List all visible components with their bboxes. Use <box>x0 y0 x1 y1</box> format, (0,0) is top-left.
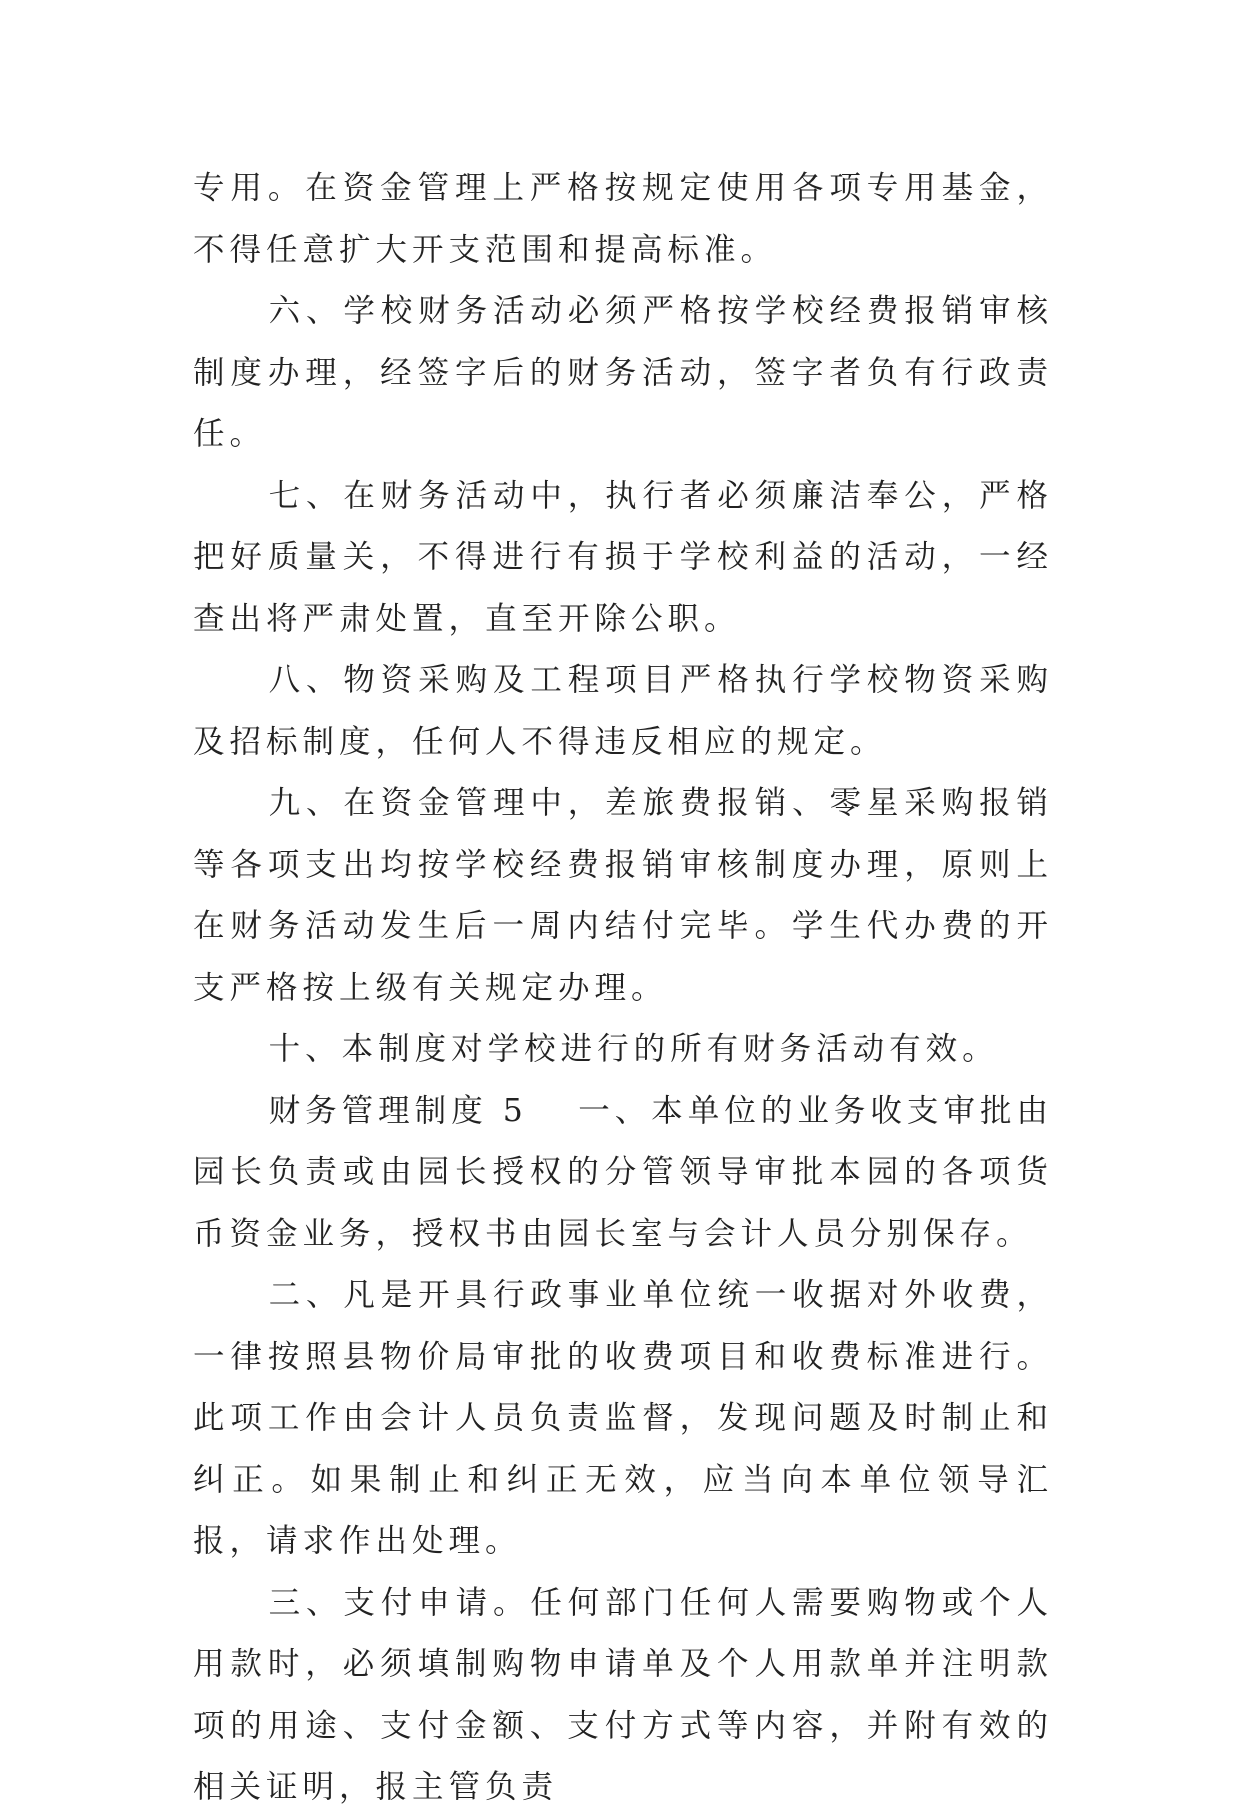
paragraph-item-7: 七、在财务活动中，执行者必须廉洁奉公，严格把好质量关，不得进行有损于学校利益的活动，一经查出将严肃处置，直至开除公职。 <box>193 477 1053 637</box>
section-5-item-1: 一、本单位的业务收支审批由园长负责或由园长授权的分管领导审批本园的各项货币资金业务，授权书由园长室与会计人员分别保存。 <box>193 1092 1053 1252</box>
paragraph-continuation: 专用。在资金管理上严格按规定使用各项专用基金，不得任意扩大开支范围和提高标准。 <box>193 170 1053 268</box>
paragraph-item-6: 六、学校财务活动必须严格按学校经费报销审核制度办理，经签字后的财务活动，签字者负有行政责任。 <box>193 293 1053 452</box>
paragraph-item-8: 八、物资采购及工程项目严格执行学校物资采购及招标制度，任何人不得违反相应的规定。 <box>193 662 1053 760</box>
paragraph-item-10: 十、本制度对学校进行的所有财务活动有效。 <box>268 1031 999 1067</box>
section-5-item-2: 二、凡是开具行政事业单位统一收据对外收费，一律按照县物价局审批的收费项目和收费标准进行。此项工作由会计人员负责监督，发现问题及时制止和纠正。如果制止和纠正无效，应当向本单位领导汇报，请求作出处理。 <box>193 1277 1053 1559</box>
section-5-item-3: 三、支付申请。任何部门任何人需要购物或个人用款时，必须填制购物申请单及个人用款单并注明款项的用途、支付金额、支付方式等内容，并附有效的相关证明，报主管负责 <box>193 1584 1053 1805</box>
document-body <box>193 158 1053 1819</box>
section-5-paragraph <box>193 1081 1053 1266</box>
section-heading: 财务管理制度 5 <box>268 1092 528 1129</box>
paragraph-item-9: 九、在资金管理中，差旅费报销、零星采购报销等各项支出均按学校经费报销审核制度办理，原则上在财务活动发生后一周内结付完毕。学生代办费的开支严格按上级有关规定办理。 <box>193 785 1053 1006</box>
